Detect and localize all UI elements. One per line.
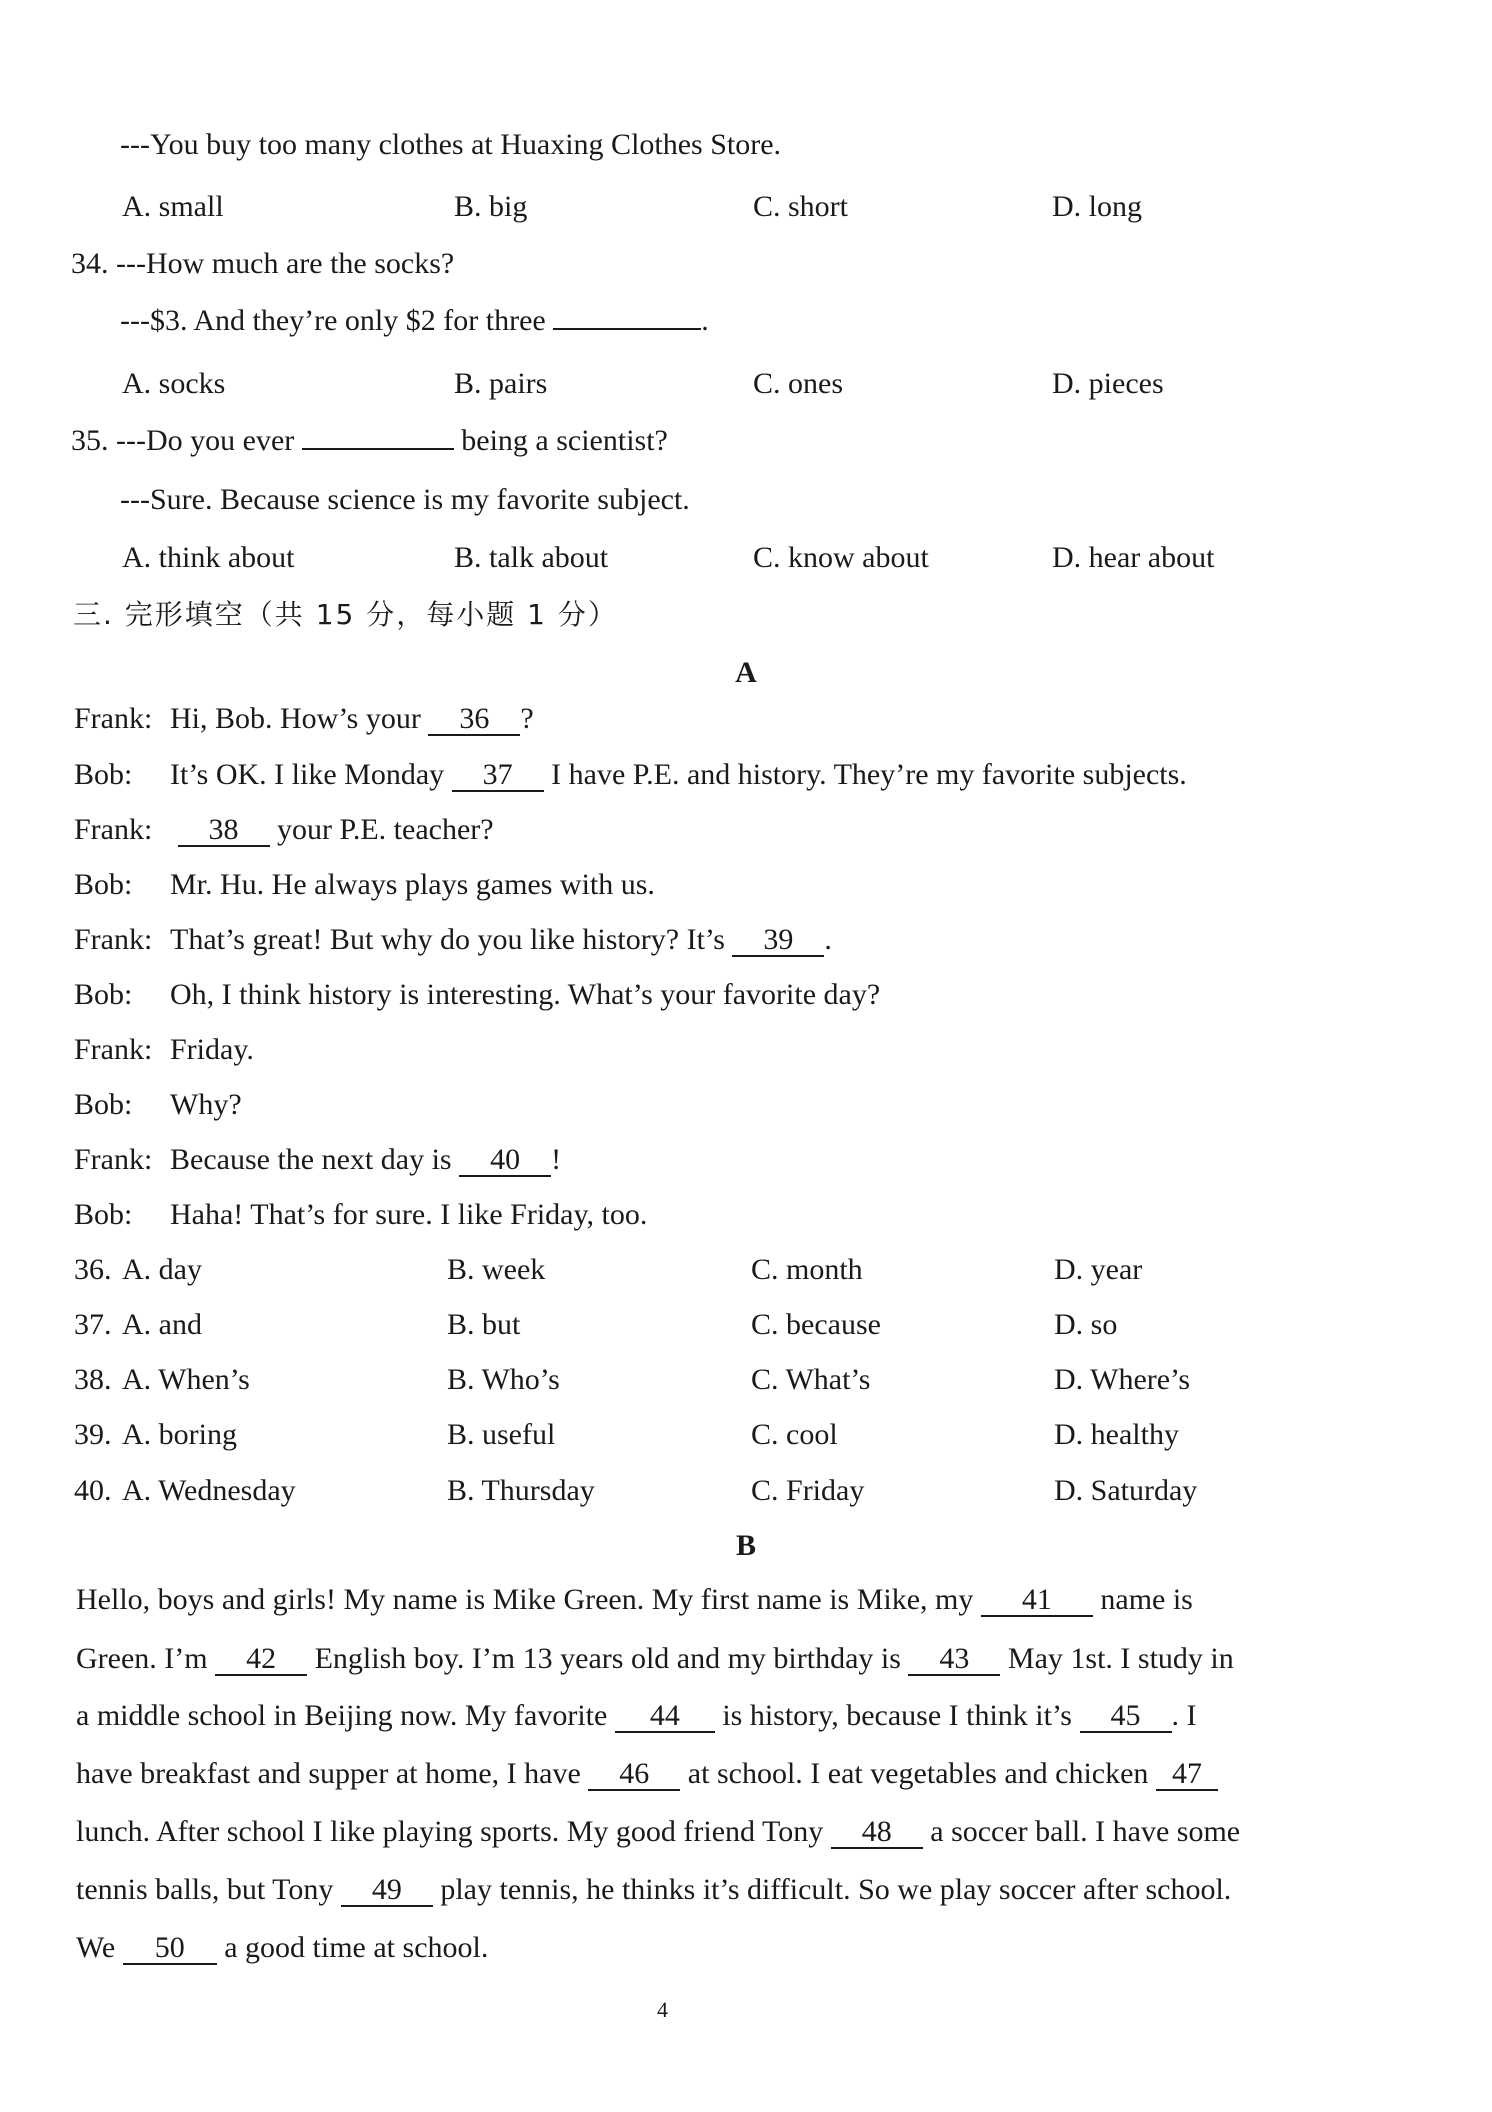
- q35-option-d: D. hear about: [1052, 541, 1215, 574]
- dialogue-line: [74, 700, 534, 738]
- dialogue-text: Haha! That’s for sure. I like Friday, too.: [170, 1198, 648, 1231]
- passage-line: [76, 1929, 488, 1967]
- passage-line: [76, 1755, 1218, 1793]
- passage-text: . I: [1171, 1699, 1197, 1732]
- dialogue-text-after: I have P.E. and history. They’re my favorite subjects.: [551, 758, 1187, 791]
- blank-39[interactable]: 39: [732, 925, 824, 957]
- dialogue-speaker: Frank:: [74, 702, 153, 735]
- choice-option-b: B. week: [447, 1253, 546, 1286]
- dialogue-line: [74, 1031, 254, 1069]
- dialogue-text-after: your P.E. teacher?: [277, 813, 494, 846]
- choice-option-d: D. healthy: [1054, 1418, 1179, 1451]
- q35-option-c: C. know about: [753, 541, 929, 574]
- dialogue-text: Because the next day is: [170, 1143, 452, 1176]
- q35-option-a: A. think about: [122, 541, 295, 574]
- blank-48[interactable]: 48: [831, 1817, 923, 1849]
- blank-40[interactable]: 40: [459, 1145, 551, 1177]
- choice-option-c: C. cool: [751, 1418, 838, 1451]
- choice-option-a: A. When’s: [122, 1363, 250, 1396]
- dialogue-speaker: Bob:: [74, 1198, 133, 1231]
- choice-option-d: D. so: [1054, 1308, 1118, 1341]
- choice-option-b: B. useful: [447, 1418, 556, 1451]
- blank-43[interactable]: 43: [908, 1644, 1000, 1676]
- choice-number: 37.: [74, 1308, 112, 1341]
- section-heading: 三. 完形填空（共 15 分，每小题 1 分）: [73, 598, 618, 631]
- choice-option-c: C. month: [751, 1253, 863, 1286]
- dialogue-speaker: Frank:: [74, 1143, 153, 1176]
- q33-answer-line: ---You buy too many clothes at Huaxing Clothes Store.: [120, 128, 782, 161]
- q34-question: [71, 245, 454, 283]
- passage-text: is history, because I think it’s: [722, 1699, 1072, 1732]
- q35-answer: ---Sure. Because science is my favorite subject.: [120, 483, 690, 516]
- q35-question-before: ---Do you ever: [116, 424, 295, 457]
- passage-text: a soccer ball. I have some: [930, 1815, 1241, 1848]
- dialogue-text: Hi, Bob. How’s your: [170, 702, 421, 735]
- choice-option-d: D. Where’s: [1054, 1363, 1191, 1396]
- blank-41[interactable]: 41: [981, 1585, 1093, 1617]
- passage-line: [76, 1697, 1197, 1735]
- blank-37[interactable]: 37: [452, 760, 544, 792]
- q35-option-b: B. talk about: [454, 541, 609, 574]
- q34-option-c: C. ones: [753, 367, 843, 400]
- passage-text: We: [76, 1931, 116, 1964]
- passage-text: have breakfast and supper at home, I have: [76, 1757, 581, 1790]
- q34-option-a: A. socks: [122, 367, 226, 400]
- q33-option-c: C. short: [753, 190, 849, 223]
- blank-47[interactable]: 47: [1156, 1759, 1218, 1791]
- choice-number: 40.: [74, 1474, 112, 1507]
- blank-50[interactable]: 50: [123, 1933, 217, 1965]
- dialogue-text: Why?: [170, 1088, 242, 1121]
- passage-line: [76, 1813, 1240, 1851]
- passage-text: Green. I’m: [76, 1642, 208, 1675]
- dialogue-text: Mr. Hu. He always plays games with us.: [170, 868, 655, 901]
- choice-option-d: D. year: [1054, 1253, 1143, 1286]
- dialogue-text: It’s OK. I like Monday: [170, 758, 445, 791]
- passage-line: [76, 1640, 1234, 1678]
- choice-option-d: D. Saturday: [1054, 1474, 1198, 1507]
- blank-45[interactable]: 45: [1080, 1701, 1172, 1733]
- passage-text: tennis balls, but Tony: [76, 1873, 334, 1906]
- passage-text: May 1st. I study in: [1007, 1642, 1234, 1675]
- dialogue-line: [74, 1086, 242, 1124]
- q33-option-b: B. big: [454, 190, 528, 223]
- q35-blank[interactable]: [302, 448, 454, 450]
- blank-46[interactable]: 46: [588, 1759, 680, 1791]
- dialogue-speaker: Bob:: [74, 868, 133, 901]
- q33-option-a: A. small: [122, 190, 224, 223]
- choice-number: 39.: [74, 1418, 112, 1451]
- q35-number: 35.: [71, 424, 109, 457]
- q34-option-d: D. pieces: [1052, 367, 1164, 400]
- q34-option-b: B. pairs: [454, 367, 548, 400]
- choice-option-b: B. but: [447, 1308, 521, 1341]
- choice-option-b: B. Thursday: [447, 1474, 595, 1507]
- q34-blank[interactable]: [553, 328, 701, 330]
- passage-text: a middle school in Beijing now. My favorite: [76, 1699, 608, 1732]
- q34-answer-after: .: [701, 304, 709, 337]
- q34-number: 34.: [71, 247, 109, 280]
- q34-answer: [120, 302, 709, 340]
- passage-text: lunch. After school I like playing sports. My good friend Tony: [76, 1815, 824, 1848]
- blank-42[interactable]: 42: [215, 1644, 307, 1676]
- choice-option-c: C. Friday: [751, 1474, 865, 1507]
- page-number: 4: [657, 1997, 668, 2022]
- blank-38[interactable]: 38: [178, 815, 270, 847]
- choice-option-a: A. boring: [122, 1418, 237, 1451]
- part-b-heading: B: [735, 1529, 756, 1562]
- dialogue-text-after: !: [551, 1143, 562, 1176]
- dialogue-text-after: .: [824, 923, 832, 956]
- dialogue-speaker: Bob:: [74, 978, 133, 1011]
- dialogue-text: Friday.: [170, 1033, 254, 1066]
- choice-option-b: B. Who’s: [447, 1363, 560, 1396]
- choice-option-a: A. Wednesday: [122, 1474, 296, 1507]
- dialogue-line: [74, 756, 1187, 794]
- choice-option-c: C. What’s: [751, 1363, 871, 1396]
- dialogue-speaker: Frank:: [74, 1033, 153, 1066]
- dialogue-line: [74, 866, 655, 904]
- q33-option-d: D. long: [1052, 190, 1142, 223]
- dialogue-speaker: Bob:: [74, 758, 133, 791]
- q34-question-text: ---How much are the socks?: [116, 247, 455, 280]
- dialogue-line: [74, 1141, 561, 1179]
- dialogue-line: [74, 921, 832, 959]
- dialogue-speaker: Bob:: [74, 1088, 133, 1121]
- dialogue-line: [74, 811, 494, 849]
- passage-text: play tennis, he thinks it’s difficult. So we play soccer after school.: [440, 1873, 1232, 1906]
- passage-text: a good time at school.: [224, 1931, 489, 1964]
- choice-option-a: A. day: [122, 1253, 202, 1286]
- choice-option-a: A. and: [122, 1308, 202, 1341]
- q35-question-after: being a scientist?: [461, 424, 668, 457]
- dialogue-text: Oh, I think history is interesting. What’s your favorite day?: [170, 978, 881, 1011]
- dialogue-line: [74, 1196, 647, 1234]
- dialogue-text-after: ?: [520, 702, 534, 735]
- passage-text: Hello, boys and girls! My name is Mike Green. My first name is Mike, my: [76, 1583, 974, 1616]
- dialogue-text: That’s great! But why do you like history? It’s: [170, 923, 725, 956]
- dialogue-line: [74, 976, 880, 1014]
- choice-option-c: C. because: [751, 1308, 881, 1341]
- dialogue-speaker: Frank:: [74, 813, 153, 846]
- passage-text: name is: [1100, 1583, 1193, 1616]
- passage-text: at school. I eat vegetables and chicken: [687, 1757, 1149, 1790]
- part-a-heading: A: [735, 656, 757, 689]
- q34-answer-before: ---$3. And they’re only $2 for three: [120, 304, 546, 337]
- blank-44[interactable]: 44: [615, 1701, 715, 1733]
- choice-number: 36.: [74, 1253, 112, 1286]
- blank-49[interactable]: 49: [341, 1875, 433, 1907]
- passage-text: English boy. I’m 13 years old and my birthday is: [314, 1642, 901, 1675]
- blank-36[interactable]: 36: [428, 704, 520, 736]
- dialogue-speaker: Frank:: [74, 923, 153, 956]
- q35-question: [71, 422, 668, 460]
- passage-line: [76, 1581, 1193, 1619]
- choice-number: 38.: [74, 1363, 112, 1396]
- passage-line: [76, 1871, 1231, 1909]
